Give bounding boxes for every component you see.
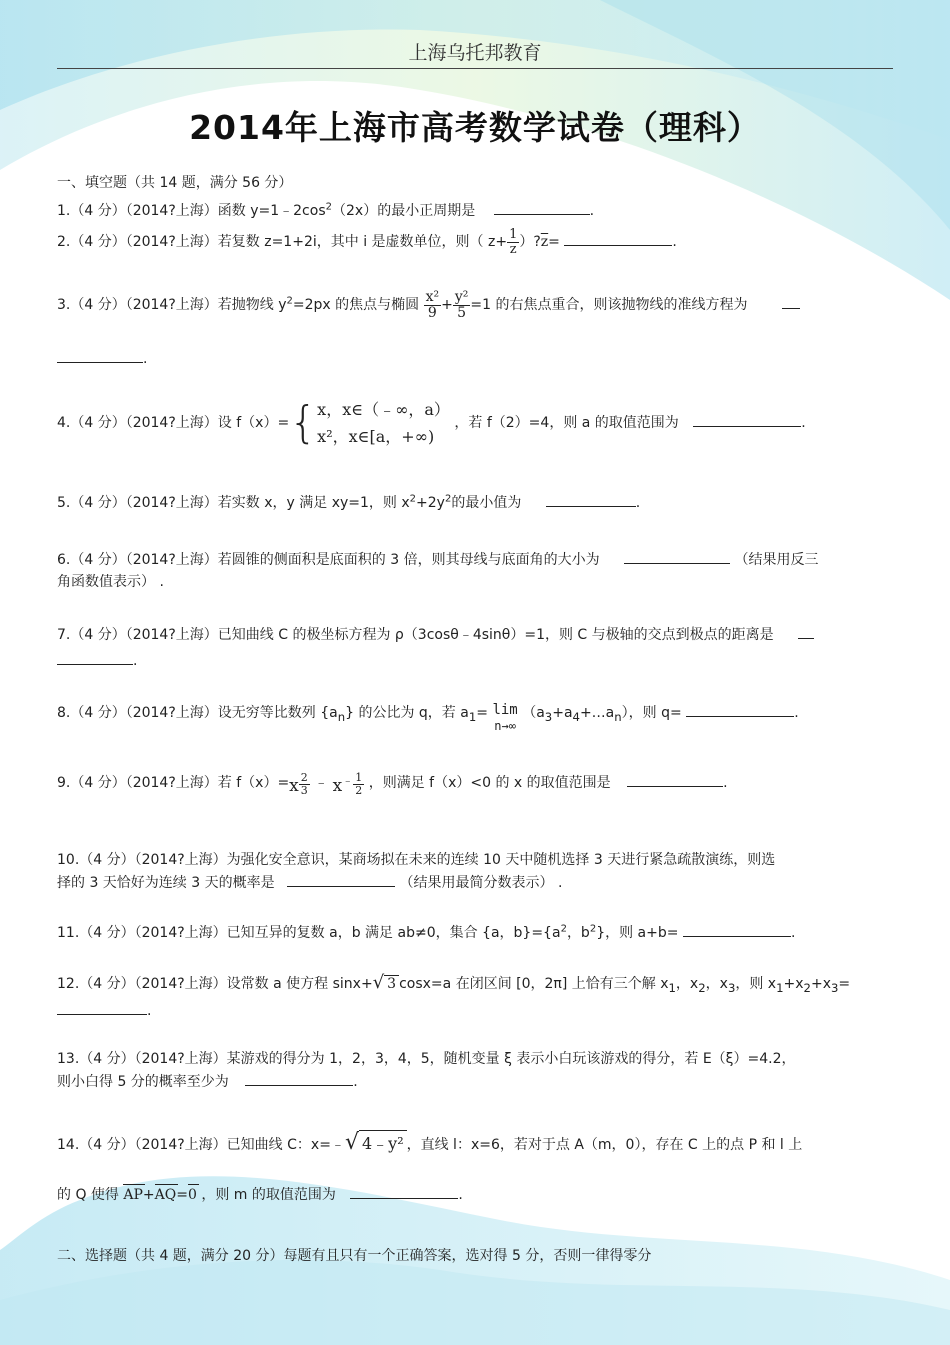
question-3: 3.（4 分）（2014?上海）若抛物线 $y^2=2px$ 的焦点与椭圆 $\frac{\text{x²}}{9}$ + $\frac{\text{y²}}{5}$ =1 的右焦点重合，则该抛物线的准线方程为 — [57, 290, 800, 320]
question-14: 14.（4 分）（2014?上海）已知曲线 C：x=﹣√ 4﹣y² ，直线 l：x=6，若对于点 A（m，0），存在 C 上的点 P 和 l 上 — [57, 1130, 803, 1155]
question-1: 1.（4 分）（2014?上海）函数 $y=1﹣2\cos^2(2x)$的最小正周期是 . — [57, 201, 595, 219]
answer-blank — [546, 492, 636, 507]
answer-blank — [564, 231, 672, 246]
question-7: 7.（4 分）（2014?上海）已知曲线 C 的极坐标方程为 ρ（3cosθ﹣4sinθ）=1，则 C 与极轴的交点到极点的距离是 — [57, 624, 814, 644]
answer-blank — [494, 200, 590, 215]
answer-blank — [627, 772, 723, 787]
header-org: 上海乌托邦教育 — [408, 42, 542, 64]
answer-blank — [683, 922, 791, 937]
answer-blank — [57, 348, 143, 363]
question-6: 6.（4 分）（2014?上海）若圆锥的侧面积是底面积的 3 倍，则其母线与底面角的大小为 （结果用反三 — [57, 549, 819, 569]
answer-blank — [350, 1184, 458, 1199]
question-13: 13.（4 分）（2014?上海）某游戏的得分为 1，2，3，4，5，随机变量 ξ 表示小白玩该游戏的得分，若 E（ξ）=4.2， — [57, 1051, 796, 1067]
question-7-cont: . — [57, 650, 137, 669]
question-6-cont: 角函数值表示） . — [57, 574, 164, 590]
answer-blank — [287, 872, 395, 887]
question-10-cont: 择的 3 天恰好为连续 3 天的概率是 （结果用最简分数表示） . — [57, 872, 562, 892]
question-12: 12.（4 分）（2014?上海）设常数 a 使方程 sinx+√ 3 cosx=a 在闭区间 [0，2π] 上恰有三个解 $x_1$，$x_2$，$x_3$，则 $x_1+x_2+x_3=$ — [57, 972, 851, 995]
page-title: 2014年上海市高考数学试卷（理科） — [189, 108, 761, 147]
question-13-cont: 则小白得 5 分的概率至少为 . — [57, 1071, 358, 1091]
answer-blank — [624, 549, 730, 564]
answer-blank — [245, 1071, 353, 1086]
question-4: 4.（4 分）（2014?上海）设 f（x）={ x，x∈（﹣∞，a） x²，x∈[a，+∞) ，若 f（2）=4，则 a 的取值范围为 . — [57, 397, 806, 449]
answer-blank — [693, 412, 801, 427]
answer-blank — [57, 1000, 147, 1015]
answer-blank — [798, 624, 814, 639]
question-3-cont: . — [57, 348, 147, 367]
question-11: 11.（4 分）（2014?上海）已知互异的复数 a，b 满足 ab≠0，集合 {a，$b\}=\{a^2$，$b^2$}，则 a+b= . — [57, 923, 796, 941]
question-9: 9.（4 分）（2014?上海）若 f（x）=x $\frac{2}{3}$ ﹣ x﹣ $\frac{1}{2}$ ，则满足 f（x）<0 的 x 的取值范围是 . — [57, 771, 728, 797]
question-12-cont: . — [57, 1000, 151, 1019]
question-8: 8.（4 分）（2014?上海）设无穷等比数列 $\{a_n\}$ 的公比为 q，若 $a_1= \lim$ n→∞ $(a_3+a_4+\dots a_n)$，则 q= . — [57, 702, 799, 733]
header-rule — [57, 68, 893, 69]
section1-heading: 一、填空题（共 14 题，满分 56 分） — [57, 175, 293, 191]
question-10: 10.（4 分）（2014?上海）为强化安全意识，某商场拟在未来的连续 10 天中随机选择 3 天进行紧急疏散演练，则选 — [57, 852, 776, 868]
question-5: 5.（4 分）（2014?上海）若实数 x，y 满足 xy=1，则 $x^2+2y^2$的最小值为 . — [57, 493, 641, 511]
answer-blank — [782, 294, 800, 309]
answer-blank — [686, 702, 794, 717]
section2-heading: 二、选择题（共 4 题，满分 20 分）每题有且只有一个正确答案，选对得 5 分，否则一律得零分 — [57, 1248, 652, 1264]
answer-blank — [57, 650, 133, 665]
question-14-cont: 的 Q 使得 AP+AQ=0 ，则 m 的取值范围为 . — [57, 1184, 463, 1204]
question-2: 2.（4 分）（2014?上海）若复数 z=1+2i，其中 i 是虚数单位，则（ z+ $\frac{1}{z}$ ）$?\overline{z}=$ . — [57, 227, 677, 257]
